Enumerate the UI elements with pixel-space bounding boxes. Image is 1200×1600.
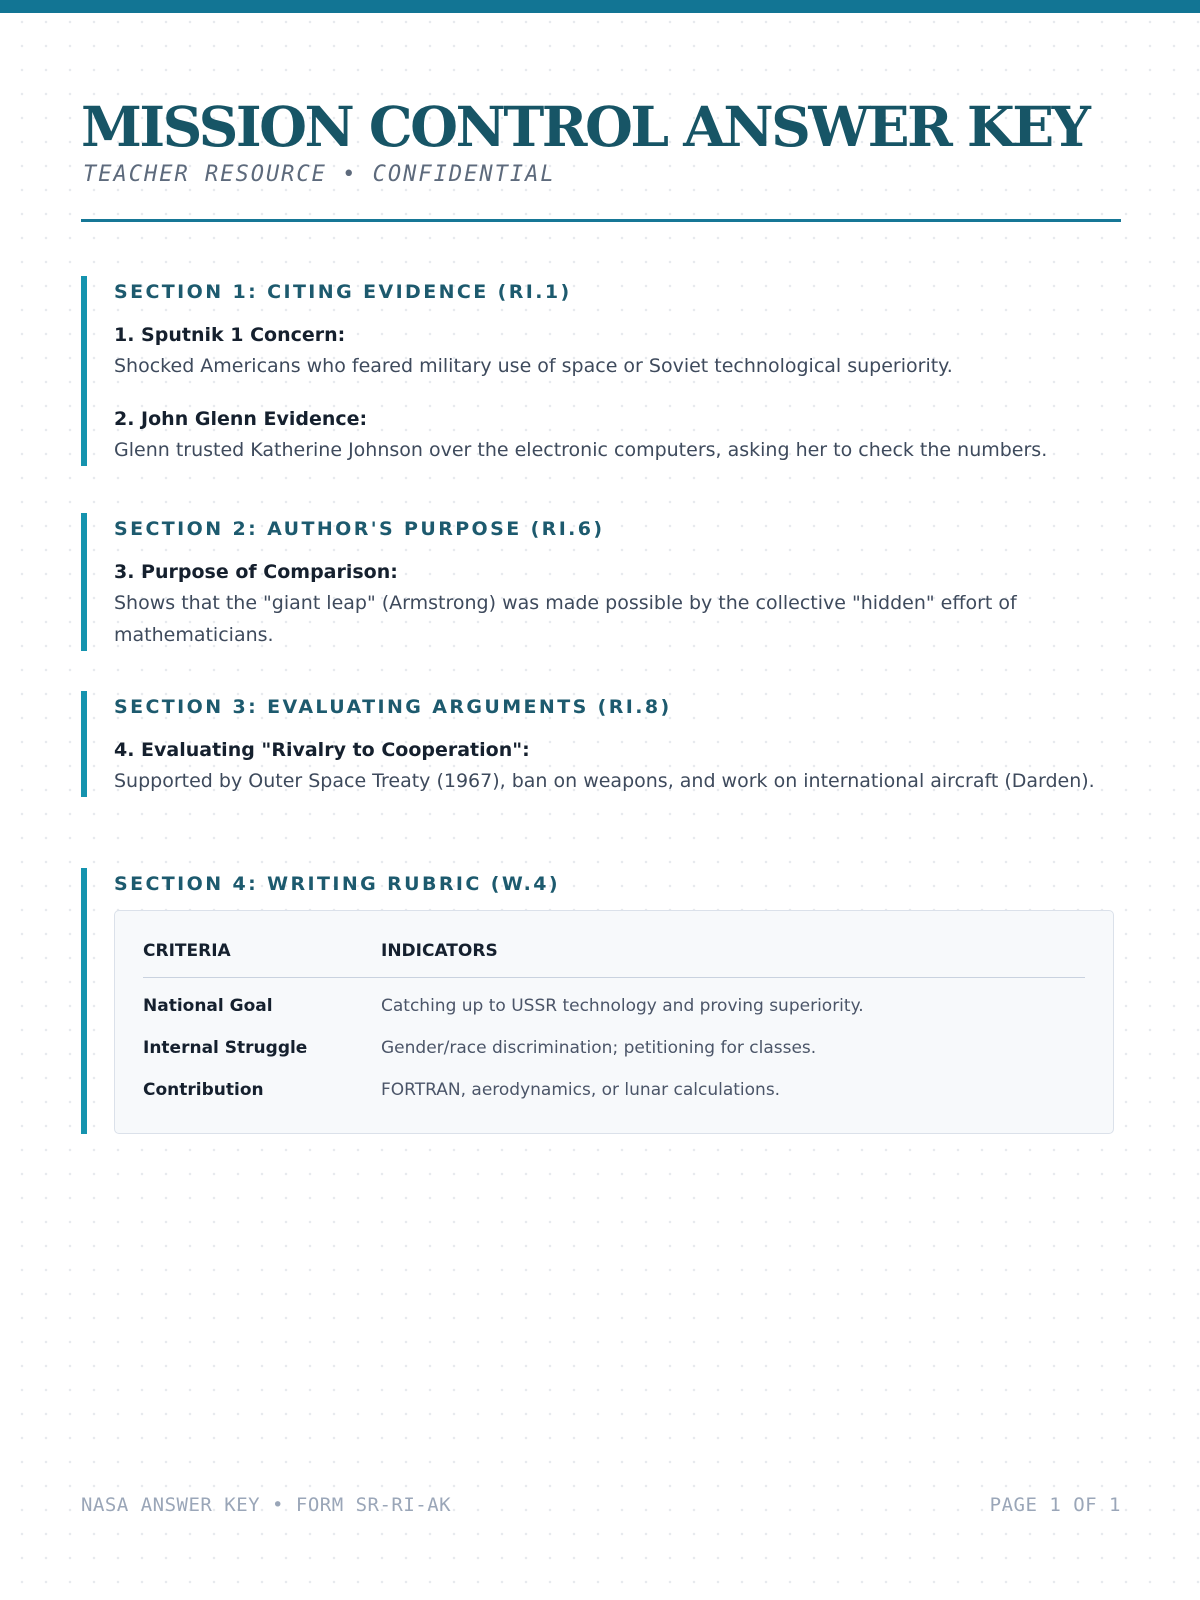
criteria-cell: National Goal — [143, 996, 273, 1016]
section-title: SECTION 3: EVALUATING ARGUMENTS (RI.8) — [114, 696, 672, 718]
header-divider — [81, 219, 1121, 222]
indicators-cell: Catching up to USSR technology and proving superiority. — [381, 996, 864, 1016]
question-label: 2. John Glenn Evidence: — [114, 408, 368, 430]
document-header — [81, 94, 1121, 190]
table-row — [143, 1069, 1085, 1111]
rubric-table-card — [114, 910, 1114, 1134]
footer-form-id: NASA ANSWER KEY • FORM SR-RI-AK — [81, 1494, 452, 1516]
question-label: 4. Evaluating "Rivalry to Cooperation": — [114, 739, 530, 761]
footer-page-number: PAGE 1 OF 1 — [989, 1494, 1121, 1516]
section-citing-evidence — [81, 276, 1121, 466]
answer-text: Shows that the "giant leap" (Armstrong) was made possible by the collective "hidden" effort of mathematicians. — [114, 592, 1017, 646]
indicators-cell: FORTRAN, aerodynamics, or lunar calculations. — [381, 1080, 781, 1100]
column-header-indicators: INDICATORS — [381, 931, 1085, 978]
indicators-cell: Gender/race discrimination; petitioning for classes. — [381, 1038, 817, 1058]
section-title: SECTION 4: WRITING RUBRIC (W.4) — [114, 873, 560, 895]
section-evaluating-arguments — [81, 691, 1121, 797]
page-title: MISSION CONTROL ANSWER KEY — [81, 94, 1089, 159]
top-accent-bar — [0, 0, 1200, 13]
answer-text: Supported by Outer Space Treaty (1967), ban on weapons, and work on international aircraft (Darden). — [114, 770, 1095, 792]
question-label: 1. Sputnik 1 Concern: — [114, 324, 346, 346]
section-writing-rubric — [81, 868, 1121, 1134]
rubric-table — [143, 931, 1085, 1111]
question-label: 3. Purpose of Comparison: — [114, 561, 398, 583]
criteria-cell: Internal Struggle — [143, 1038, 308, 1058]
table-row — [143, 978, 1085, 1028]
column-header-criteria: CRITERIA — [143, 931, 381, 978]
table-row — [143, 1027, 1085, 1069]
page-subtitle: TEACHER RESOURCE • CONFIDENTIAL — [83, 162, 556, 187]
section-authors-purpose — [81, 513, 1121, 651]
section-title: SECTION 1: CITING EVIDENCE (RI.1) — [114, 281, 572, 303]
section-title: SECTION 2: AUTHOR'S PURPOSE (RI.6) — [114, 518, 605, 540]
answer-text: Shocked Americans who feared military use of space or Soviet technological superiority. — [114, 355, 953, 377]
criteria-cell: Contribution — [143, 1080, 264, 1100]
answer-text: Glenn trusted Katherine Johnson over the electronic computers, asking her to check the numbers. — [114, 439, 1048, 461]
table-header-row — [143, 931, 1085, 978]
